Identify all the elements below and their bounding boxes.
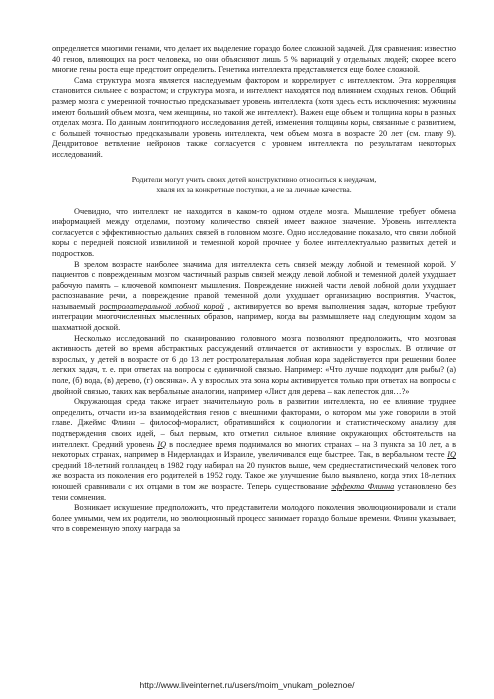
iq-term-1: IQ [157, 439, 167, 449]
pull-quote-line-1: Родители могут учить своих детей конструктивно относиться к неудачам, [131, 174, 377, 184]
paragraph-brain-structure: Сама структура мозга является наследуемым фактором и коррелирует с интеллектом. Эта корреляция становится сильнее с возрастом; и структура мозга, и интеллект находятся под влиянием сходных генов. Общий размер мозга с умеренной точностью предсказывает уровень интеллекта (хотя здесь есть исключения: мужчины имеют больший объем мозга, чем женщины, но такой же интеллект). Важен еще объем и толщина коры в разных отделах мозга. По данным лонгитюдного исследования детей, изменения толщины коры, связанные с развитием, с большей точностью предсказывали уровень интеллекта, чем объем мозга в возрасте 20 лет (см. главу 9). Дендритовое ветвление нейронов также согласуется с уровнем интеллекта по результатам некоторых исследований. [52, 75, 456, 159]
pull-quote [92, 175, 416, 195]
paragraph-mature-age-tail: , активируется во время выполнения задач, которые требуют интеграции многочисленных мысленных образов, например, когда вы размышляете над следующим ходом за шахматной доской. [52, 301, 456, 333]
flynn-effect-term: эффекта Флинна [331, 481, 395, 491]
paragraph-environment [52, 397, 456, 503]
paragraph-genetics: определяется многими генами, что делает их выделение гораздо более сложной задачей. Для сравнения: известно 40 генов, влияющих на рост человека, но они объясняют лишь 5 % вариаций у отдельных людей; скорее всего многие гены роста еще предстоит определить. Генетика интеллекта представляется еще более сложной. [52, 44, 456, 75]
paragraph-evolution: Возникает искушение предположить, что представители молодого поколения эволюционировали и стали более умными, чем их родители, но эволюционный процесс занимает гораздо больше времени. Флинн указывает, что в современную эпоху награда за [52, 503, 456, 534]
footer-link[interactable]: http://www.liveinternet.ru/users/moim_vnukam_poleznoe/ [139, 680, 355, 690]
paragraph-environment-part3: средний 18-летний голландец в 1982 году набирал на 20 пунктов выше, чем среднестатистический человек того же возраста из поколения его родителей в 1952 году. Такое же улучшение было выявлено, когда этих 18-летних юношей сравнивали с их отцами в том же возрасте. Теперь существование [52, 460, 456, 491]
iq-term-2: IQ [447, 450, 456, 460]
paragraph-environment-part4: установлено без тени сомнения. [52, 481, 457, 502]
paragraph-connections: Очевидно, что интеллект не находится в каком-то одном отделе мозга. Мышление требует обмена информацией между отделами, поэтому количество связей имеет важное значение. Уровень интеллекта согласуется с эффективностью дальних связей в головном мозге. Одно исследование показало, что связи лобной коры с передней поясной извилиной и теменной корой прочнее у более интеллектуально развитых детей и подростков. [52, 206, 456, 258]
document-page [52, 44, 456, 535]
paragraph-environment-text: Окружающая среда также играет значительную роль в развитии интеллекта, но ее влияние труднее определить, отчасти из-за взаимодействия генов с внешними факторами, о котором мы уже говорили в этой главе. Джеймс Флинн – философ-моралист, обратившийся к социологии и статистическому анализу для подтверждения своих идей, – был первым, кто отметил сильное влияние окружающих обстоятельств на интеллект. Средний уровень [52, 397, 456, 449]
paragraph-environment-part2: в последнее время поднимался во многих странах – на 3 пункта за 10 лет, а в некоторых странах, например в Нидерландах и Израиле, увеличивался еще быстрее. Так, в вербальном тесте [52, 439, 456, 460]
footer-url [0, 680, 494, 690]
rostrolateral-term: ростролатеральной лобной корой [99, 301, 224, 311]
pull-quote-line-2: хваля их за конкретные поступки, а не за личные качества. [156, 184, 352, 194]
paragraph-mature-age-text: В зрелом возрасте наиболее значима для интеллекта сеть связей между лобной и теменной корой. У пациентов с поврежденным мозгом частичный разрыв связей между левой лобной и теменной долей ухудшает рабочую память – ключевой компонент мышления. Повреждение нижней части левой лобной доли ухудшает распознавание речи, а повреждение правой теменной доли ухудшает организацию восприятия. Участок, называемый [52, 259, 456, 311]
paragraph-mature-age [52, 260, 456, 334]
paragraph-scanning: Несколько исследований по сканированию головного мозга позволяют предположить, что мозговая активность детей во время абстрактных рассуждений отличается от активности у взрослых. В отличие от взрослых, у детей в возрасте от 6 до 13 лет ростролатеральная лобная кора задействуется при решении более легких задач, т. е. при ответах на вопросы с единичной связью. Например: «Что лучше подходит для рыбы? (а) поле, (б) вода, (в) дерево, (г) овсянка». А у взрослых эта зона коры активируется только при ответах на вопросы с двойной связью, таких как вербальные аналогии, например «Лист для дерева – как лепесток для…?» [52, 333, 456, 396]
